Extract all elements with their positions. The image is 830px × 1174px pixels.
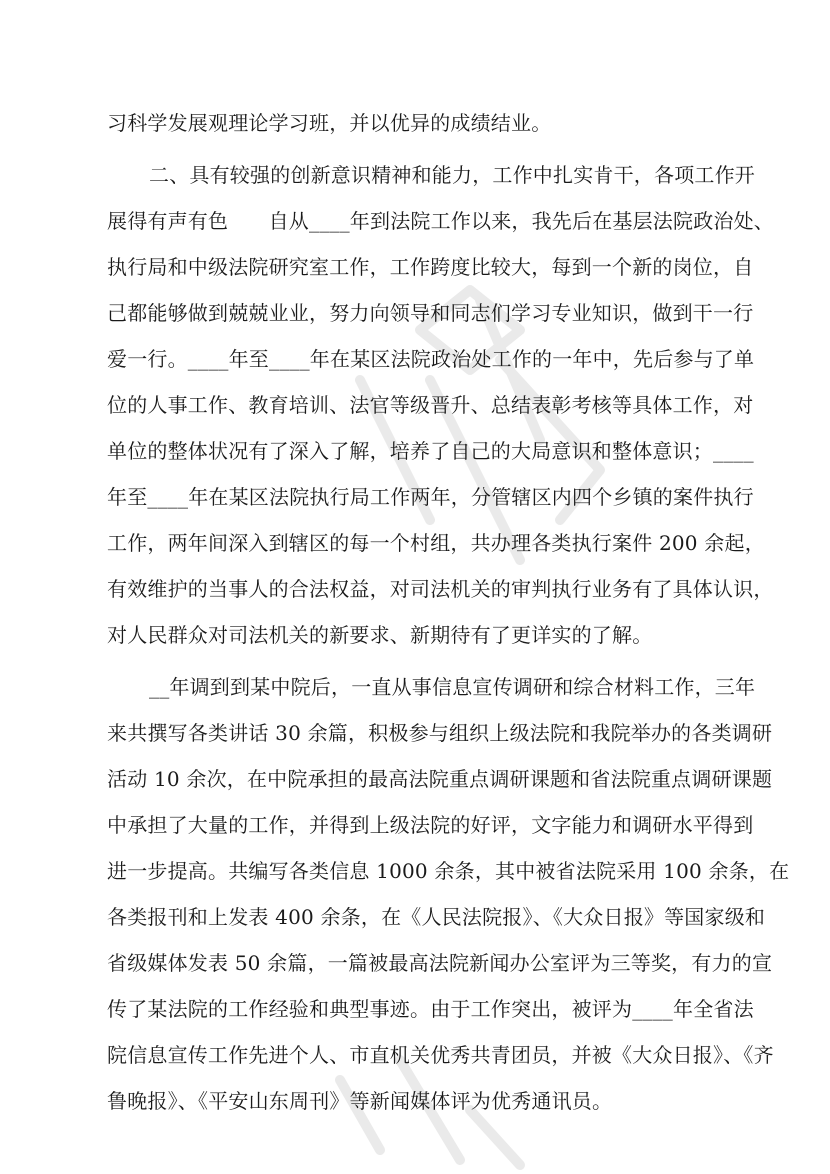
text-line: 有效维护的当事人的合法权益，对司法机关的审判执行业务有了具体认识， [107,577,774,601]
text-line: 传了某法院的工作经验和典型事迹。由于工作突出，被评为____年全省法 [107,997,754,1021]
text-line: 位的人事工作、教育培训、法官等级晋升、总结表彰考核等具体工作，对 [107,393,754,417]
text-line: 展得有声有色 自从____年到法院工作以来，我先后在基层法院政治处、 [107,209,774,233]
text-line: 来共撰写各类讲话 30 余篇，积极参与组织上级法院和我院举办的各类调研 [107,721,773,745]
text-line: __年调到到某中院后，一直从事信息宣传调研和综合材料工作，三年 [149,675,756,699]
text-line: 单位的整体状况有了深入了解，培养了自己的大局意识和整体意识；____ [107,439,754,463]
text-line: 省级媒体发表 50 余篇，一篇被最高法院新闻办公室评为三等奖，有力的宣 [107,951,773,975]
text-line: 爱一行。____年至____年在某区法院政治处工作的一年中，先后参与了单 [107,347,755,371]
text-line: 活动 10 余次，在中院承担的最高法院重点调研课题和省法院重点调研课题 [107,767,773,791]
text-line: 己都能够做到兢兢业业，努力向领导和同志们学习专业知识，做到干一行 [107,301,754,325]
text-line: 鲁晚报》、《平安山东周刊》等新闻媒体评为优秀通讯员。 [107,1089,613,1113]
text-line: 工作，两年间深入到辖区的每一个村组，共办理各类执行案件 200 余起， [107,531,765,555]
text-line: 院信息宣传工作先进个人、市直机关优秀共青团员，并被《大众日报》、《齐 [107,1043,774,1067]
text-line: 各类报刊和上发表 400 余条，在《人民法院报》、《大众日报》等国家级和 [107,905,766,929]
text-line: 年至____年在某区法院执行局工作两年，分管辖区内四个乡镇的案件执行 [107,485,754,509]
text-line: 执行局和中级法院研究室工作，工作跨度比较大，每到一个新的岗位，自 [107,255,754,279]
text-line: 二、具有较强的创新意识精神和能力，工作中扎实肯干，各项工作开 [149,163,755,187]
text-line: 进一步提高。共编写各类信息 1000 余条，其中被省法院采用 100 余条，在 [107,859,790,883]
text-line: 习科学发展观理论学习班，并以优异的成绩结业。 [107,111,552,135]
document-body [107,100,790,1124]
text-line: 对人民群众对司法机关的新要求、新期待有了更详实的了解。 [107,623,653,647]
text-line: 中承担了大量的工作，并得到上级法院的好评，文字能力和调研水平得到 [107,813,754,837]
